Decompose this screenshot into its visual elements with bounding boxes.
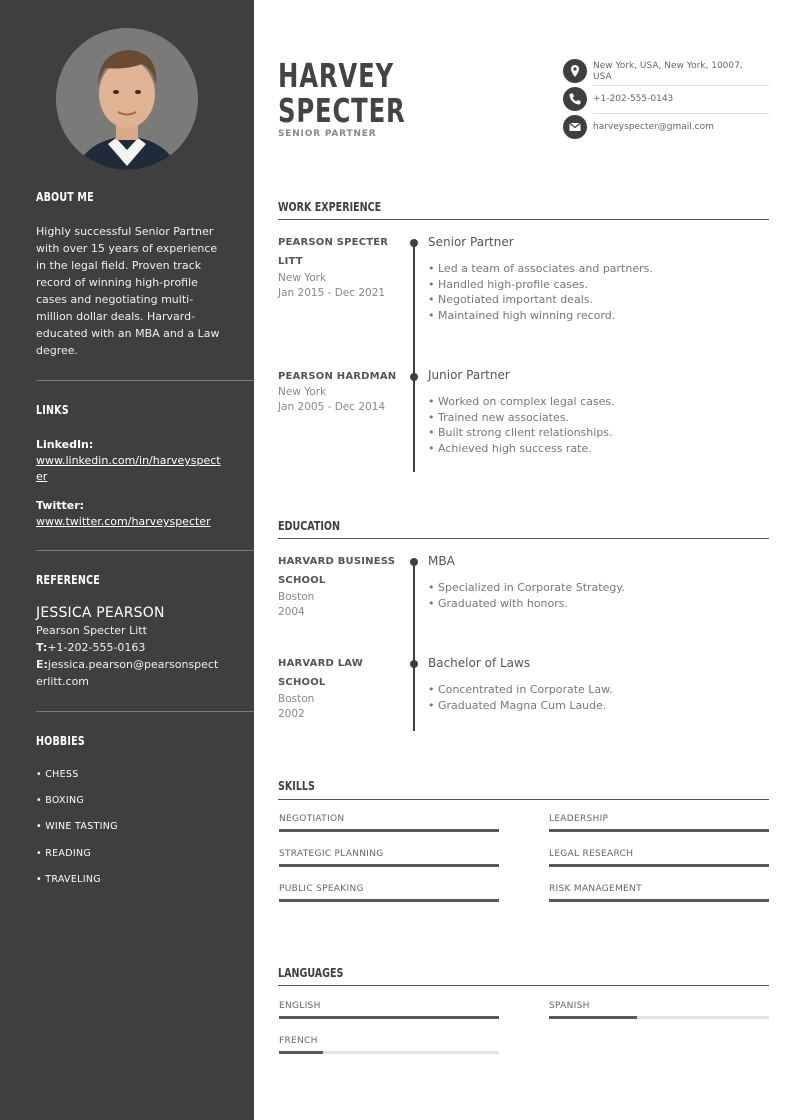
bullet: • Achieved high success rate. — [428, 441, 592, 455]
skill-bar — [279, 864, 499, 867]
hobby-item: • BOXING — [36, 795, 85, 806]
skill-bar — [279, 829, 499, 832]
section-rule — [278, 538, 769, 539]
skill-label: RISK MANAGEMENT — [549, 884, 642, 894]
language-bar-fill — [549, 1016, 637, 1019]
bullet: • Concentrated in Corporate Law. — [428, 683, 613, 696]
twitter-label: Twitter: — [36, 499, 85, 512]
hobby-item: • READING — [36, 848, 92, 859]
languages-heading: LANGUAGES — [278, 965, 344, 980]
name-first: HARVEY — [278, 56, 394, 95]
timeline-line — [413, 242, 415, 472]
links-heading: LINKS — [36, 402, 69, 417]
sidebar-divider — [36, 550, 254, 551]
link-twitter — [36, 497, 222, 530]
sidebar-divider — [36, 380, 254, 381]
contact-divider — [593, 113, 769, 114]
reference-email-label: E: — [36, 658, 48, 671]
bullet: • Led a team of associates and partners. — [428, 262, 653, 275]
language-label: FRENCH — [279, 1036, 318, 1046]
education-location: Boston — [278, 591, 315, 603]
work-location: New York — [278, 386, 327, 398]
twitter-link[interactable]: www.twitter.com/harveyspecter — [36, 515, 211, 528]
education-degree: Bachelor of Laws — [428, 656, 531, 670]
language-label: ENGLISH — [279, 1001, 321, 1011]
skill-bar-fill — [549, 829, 769, 832]
address-text: New York, USA, New York, 10007, USA — [593, 61, 743, 82]
reference-name: JESSICA PEARSON — [36, 605, 165, 621]
skill-bar-fill — [279, 864, 499, 867]
reference-phone-label: T: — [36, 641, 48, 654]
skill-bar — [549, 864, 769, 867]
hobbies-heading: HOBBIES — [36, 733, 85, 748]
bullet: • Graduated Magna Cum Laude. — [428, 698, 607, 712]
skill-bar-fill — [549, 899, 769, 902]
work-role: Junior Partner — [428, 368, 510, 382]
timeline-dot — [410, 558, 418, 566]
work-dates: Jan 2015 - Dec 2021 — [278, 287, 386, 299]
skills-heading: SKILLS — [278, 778, 315, 793]
reference-phone-value: +1-202-555-0163 — [47, 641, 146, 654]
linkedin-link[interactable]: www.linkedin.com/in/harveyspecter — [36, 454, 221, 483]
hobby-item: • CHESS — [36, 769, 79, 780]
about-text: Highly successful Senior Partner with over 15 years of experience in the legal field. Proven track record of winning high-profile cases and negotiating multi-million dollar deals. Harvard-educated with an MBA and a Law degree. — [36, 225, 220, 357]
reference-email-value: jessica.pearson@pearsonspecterlitt.com — [36, 658, 219, 688]
section-rule — [278, 799, 769, 800]
bullet: • Negotiated important deals. — [428, 293, 593, 306]
work-location: New York — [278, 272, 327, 284]
work-org: PEARSON SPECTER LITT — [278, 237, 389, 267]
bullet: • Worked on complex legal cases. — [428, 395, 615, 408]
reference-phone — [36, 639, 222, 656]
education-org: HARVARD LAW SCHOOL — [278, 658, 363, 688]
sidebar — [0, 0, 254, 1120]
location-pin-icon — [563, 59, 587, 83]
education-location: Boston — [278, 693, 315, 705]
work-org: PEARSON HARDMAN — [278, 371, 397, 382]
language-bar-fill — [279, 1051, 323, 1054]
language-bar — [549, 1016, 769, 1019]
reference-company: Pearson Specter Litt — [36, 624, 147, 637]
timeline-dot — [410, 239, 418, 247]
skill-label: STRATEGIC PLANNING — [279, 849, 384, 859]
bullet: • Trained new associates. — [428, 410, 569, 424]
sidebar-divider — [36, 711, 254, 712]
profile-photo — [56, 28, 198, 170]
bullet: • Built strong client relationships. — [428, 426, 613, 439]
linkedin-label: LinkedIn: — [36, 438, 94, 451]
skill-bar-fill — [549, 864, 769, 867]
work-heading: WORK EXPERIENCE — [278, 199, 382, 214]
skill-bar-fill — [279, 829, 499, 832]
work-role: Senior Partner — [428, 235, 514, 249]
about-heading: ABOUT ME — [36, 189, 94, 204]
language-bar-fill — [279, 1016, 499, 1019]
phone-text: +1-202-555-0143 — [593, 94, 674, 104]
timeline-line — [413, 561, 415, 731]
link-linkedin — [36, 436, 222, 485]
education-dates: 2002 — [278, 708, 305, 720]
timeline-dot — [410, 373, 418, 381]
skill-bar — [549, 829, 769, 832]
envelope-icon — [563, 115, 587, 139]
contact-divider — [593, 85, 769, 86]
skill-label: LEGAL RESEARCH — [549, 849, 634, 859]
language-label: SPANISH — [549, 1001, 590, 1011]
hobby-item: • TRAVELING — [36, 874, 101, 885]
reference-block — [36, 605, 222, 690]
reference-heading: REFERENCE — [36, 572, 100, 587]
bullet: • Graduated with honors. — [428, 596, 569, 610]
skill-bar — [279, 899, 499, 902]
bullet: • Handled high-profile cases. — [428, 277, 588, 291]
skill-label: PUBLIC SPEAKING — [279, 884, 364, 894]
avatar-illustration — [56, 28, 198, 170]
education-dates: 2004 — [278, 606, 305, 618]
work-bullets — [428, 261, 653, 323]
education-org: HARVARD BUSINESS SCHOOL — [278, 556, 396, 586]
skill-bar-fill — [279, 899, 499, 902]
reference-email — [36, 656, 222, 690]
skill-bar — [549, 899, 769, 902]
education-heading: EDUCATION — [278, 518, 341, 533]
email-text: harveyspecter@gmail.com — [593, 122, 714, 132]
bullet: • Specialized in Corporate Strategy. — [428, 581, 625, 594]
education-bullets — [428, 682, 613, 713]
hobby-item: • WINE TASTING — [36, 821, 118, 832]
work-bullets — [428, 394, 615, 456]
education-degree: MBA — [428, 554, 455, 568]
work-dates: Jan 2005 - Dec 2014 — [278, 401, 386, 413]
language-bar — [279, 1051, 499, 1054]
education-bullets — [428, 580, 625, 611]
bullet: • Maintained high winning record. — [428, 308, 616, 322]
section-rule — [278, 219, 769, 220]
name-last: SPECTER — [278, 91, 406, 130]
language-bar — [279, 1016, 499, 1019]
skill-label: LEADERSHIP — [549, 814, 609, 824]
skill-label: NEGOTIATION — [279, 814, 345, 824]
phone-icon — [563, 87, 587, 111]
timeline-dot — [410, 660, 418, 668]
section-rule — [278, 985, 769, 986]
job-title: SENIOR PARTNER — [278, 129, 377, 139]
